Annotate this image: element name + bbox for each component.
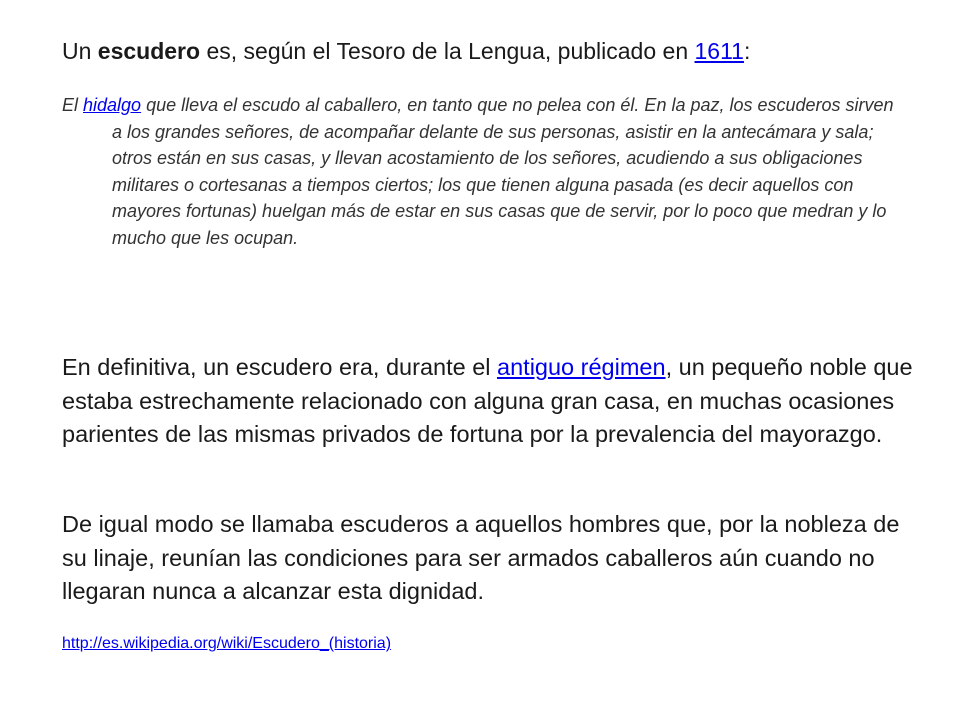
tesoro-quote	[62, 92, 904, 251]
source-line	[62, 634, 391, 654]
definition-paragraph	[62, 351, 922, 452]
intro-suffix: :	[743, 38, 751, 64]
wikipedia-source-link[interactable]: http://es.wikipedia.org/wiki/Escudero_(historia)	[62, 635, 392, 652]
intro-middle: es, según el Tesoro de la Lengua, publicado en	[200, 38, 695, 64]
intro-prefix: Un	[62, 38, 98, 64]
antiguo-regimen-link[interactable]: antiguo régimen	[497, 354, 666, 380]
intro-bold-term: escudero	[97, 38, 201, 64]
quote-prefix: El	[62, 95, 84, 115]
paragraph2-text: De igual modo se llamaba escuderos a aquellos hombres que, por la nobleza de su linaje, reunían las condiciones para ser armados caballeros aún cuando no llegaran nunca a alcanzar esta dignidad.	[62, 511, 900, 604]
paragraph1-prefix: En definitiva, un escudero era, durante el	[62, 354, 498, 380]
hidalgo-link[interactable]: hidalgo	[83, 95, 142, 115]
paragraph1-suffix: , un pequeño noble que estaba estrechamente relacionado con alguna gran casa, en muchas ocasiones parientes de las mismas privados de fortuna por la prevalencia del mayorazgo.	[62, 354, 913, 447]
intro-line	[62, 36, 750, 66]
nobility-paragraph	[62, 508, 922, 609]
year-link[interactable]: 1611	[694, 38, 744, 64]
quote-text: que lleva el escudo al caballero, en tanto que no pelea con él. En la paz, los escuderos sirven a los grandes señores, de acompañar delante de sus personas, asistir en la antecámara y sala; otros están en sus casas, y llevan acostamiento de los señores, acudiendo a sus obligaciones militares o cortesanas a tiempos ciertos; los que tienen alguna pasada (es decir aquellos con mayores fortunas) huelgan más de estar en sus casas que de servir, por lo poco que medran y lo mucho que les ocupan.	[112, 95, 894, 248]
